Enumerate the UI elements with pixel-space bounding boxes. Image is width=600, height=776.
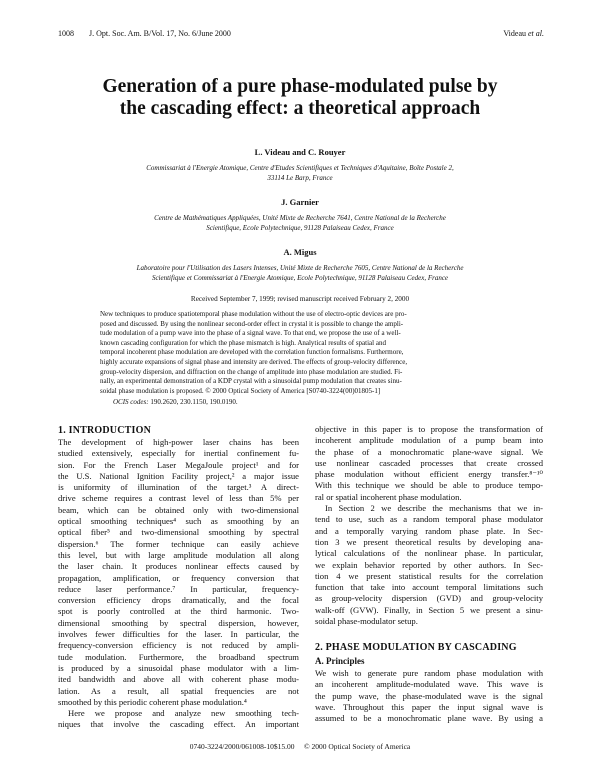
body-line: the U.S. National Ignition Facility project,² a major issue [58,470,299,481]
body-line: reduce laser performance.⁷ In particular, frequency- [58,583,299,594]
abstract [100,310,500,396]
body-line: use nonlinear cascaded processes that create crossed [315,457,543,468]
ocis-label: OCIS codes: [113,398,149,406]
abstract-line: nally, an experimental demonstration of a KDP crystal with a sinusoidal pump modulation that creates sinu- [100,377,402,386]
body-line: optical smoothing techniques⁴ such as smoothing by an [58,516,299,527]
body-line: The development of high-power laser chains has been [58,437,299,447]
body-line: propagation, amplification, or frequency conversion that [58,572,299,583]
body-line: tion 3 we present theoretical results by developing ana- [315,536,543,547]
abstract-line: posed and discussed. By using the nonlinear second-order effect in crystal it is possible to change the ampli- [100,319,404,328]
body-line: beam, which can be obtained only with two-dimensional [58,504,299,515]
body-line: the pump wave, the phase-modulated wave is the signal [315,690,543,701]
section-1-heading: 1. INTRODUCTION [58,425,152,436]
received-dates: Received September 7, 1999; revised manuscript received February 2, 2000 [190,295,410,303]
body-line: the phase of a monochromatic plane-wave signal. We [315,446,543,457]
abstract-line: New techniques to produce spatiotemporal phase modulation without the use of electro-optic devices are pro- [100,310,407,318]
left-column [58,437,299,731]
abstract-line: known cascading configuration for which the phase mismatch is high. Analytical results of spatial and [100,338,386,347]
body-line: We wish to generate pure random phase modulation with [315,668,543,678]
running-author [503,29,544,38]
body-line: dimensional smoothing by spectral dispersion, however, [58,617,299,628]
footer-copyright: © 2000 Optical Society of America [303,742,411,751]
body-line: studied extensively, especially for inertial confinement fu- [58,448,299,459]
author-group-3: A. Migus [283,247,317,257]
affiliation-2-line-1: Centre de Mathématiques Appliquées, Unité Mixte de Recherche 7641, Centre National de la Recherche [154,214,446,222]
author-group-2: J. Garnier [281,197,319,207]
body-line: involves fewer difficulties for the laser. In particular, the [58,629,299,640]
abstract-line: soidal phase modulation is proposed. © 2000 Optical Society of America [S0740-3224(00)01805-1] [100,386,381,395]
body-line: In Section 2 we describe the mechanisms that we in- [325,503,543,514]
abstract-line: highly accurate expansions of signal phase and intensity are derived. The effects of group-velocity difference, [100,357,408,366]
body-line: this level, but with large amplitude modulation all along [58,549,299,560]
affiliation-3-line-1: Laboratoire pour l'Utilisation des Lasers Intenses, Unité Mixte de Recherche 7605, Centre National de la Recherche [136,264,464,272]
abstract-line: group-velocity dispersion, and diffraction on the change of amplitude into phase modulation are studied. Fi- [100,367,403,376]
body-line: incoherent amplitude modulation of a pump beam into [315,435,543,446]
affiliation-2-line-2: Scientifique, Ecole Polytechnique, 91128 Palaiseau Cedex, France [206,224,394,232]
body-line: conversion efficiency drops dramatically, and the focal [58,595,299,606]
body-line: tion 4 we present statistical results for the correlation [315,570,543,581]
paper-title-line-1: Generation of a pure phase-modulated pulse by [102,76,498,97]
body-line: assumed to be a monochromatic plane wave. By using a [315,713,543,724]
body-line: and a temporally varying random phase plate. In Sec- [315,525,543,536]
body-line: phase modulation without efficient energy transfer.⁸⁻¹⁰ [315,469,543,480]
body-line: smoothed by this periodic coherent phase modulation.⁴ [58,696,247,707]
body-line: soidal phase-modulator setup. [315,616,418,627]
affiliation-3-line-2: Scientifique et Commissariat à l'Energie Atomique, Ecole Polytechnique, 91128 Palaiseau Cedex, France [151,274,449,282]
body-line: frequency-conversion efficiency is not reduced by ampli- [58,640,299,651]
abstract-line: temporal incoherent phase modulation are developed with the correlation function formalisms. Furthermore, [100,348,404,357]
body-line: drive scheme requires a contrast level of less than 5% per [58,493,299,504]
body-line: niques that involve the cascading effect. An important [58,719,299,730]
body-line: spot is poorly controlled at the third harmonic. Two- [58,606,299,617]
affiliation-1-line-1: Commissariat à l'Energie Atomique, Centre d'Etudes Scientifiques et Techniques d'Aquitaine, Boîte Postale 2, [146,164,454,172]
body-line: we explain behavior reported by other authors. In Sec- [315,559,543,570]
affiliation-1 [95,163,505,183]
subsection-heading: A. Principles [315,656,365,666]
body-line: sion. For the French Laser MegaJoule project¹ and for [58,459,299,470]
body-line: ited bandwidth and above all with coherent phase modu- [58,674,299,685]
body-line: wave. Throughout this paper the input signal wave is [315,701,543,712]
section-2-heading: 2. PHASE MODULATION BY CASCADING [315,642,517,653]
body-line: Here we propose and analyze new smoothing tech- [68,708,299,719]
running-author-etal: et al. [528,29,544,38]
page-number: 1008 [58,29,74,38]
affiliation-3 [95,263,505,283]
body-line: is produced by a sinusoidal phase modulator with a lim- [58,662,299,673]
affiliation-2 [95,213,505,233]
body-line: an incoherent amplitude-modulated wave. This wave is [315,679,543,690]
affiliation-1-line-2: 33114 Le Barp, France [267,174,333,182]
body-line: function that take into account temporal limitations such [315,582,543,593]
running-author-name: Videau [503,29,526,38]
abstract-line: tude modulation of a pump wave into the phase of a signal wave. To that end, we propose the use of a well- [100,329,401,338]
journal-citation: J. Opt. Soc. Am. B/Vol. 17, No. 6/June 2000 [89,29,231,38]
body-line: tend to use, such as a random temporal phase modulator [315,514,543,525]
ocis-values: 190.2620, 230.1150, 190.0190. [150,398,238,406]
body-line: lation. As a result, all spatial frequencies are not [58,685,299,696]
paper-title-line-2: the cascading effect: a theoretical approach [119,98,481,119]
right-column [315,424,543,627]
body-line: is uniformity of illumination of the target.³ A direct- [58,482,299,493]
body-line: optical fiber⁵ and two-dimensional smoothing by spectral [58,527,299,538]
body-line: dispersion.⁶ The former technique can easily achieve [58,538,299,549]
body-line: With this technique we should be able to produce tempo- [315,480,543,491]
body-line: lytical calculations of the nonlinear phase. In particular, [315,548,543,559]
ocis-codes [113,398,238,406]
body-line: tude modulation. Furthermore, the broadband spectrum [58,651,299,662]
section-2-text [315,668,543,724]
body-line: the laser chain. It produces nonlinear effects caused by [58,561,299,572]
footer-code: 0740-3224/2000/061008-10$15.00 [189,742,295,751]
author-group-1: L. Videau and C. Rouyer [254,147,346,157]
body-line: walk-off (GVW). Finally, in Section 5 we present a sinu- [315,604,543,615]
body-line: objective in this paper is to propose the transformation of [315,424,543,434]
page-footer [0,742,600,751]
body-line: ral or spatial incoherent phase modulation. [315,491,462,502]
body-line: as group-velocity dispersion (GVD) and group-velocity [315,593,543,604]
